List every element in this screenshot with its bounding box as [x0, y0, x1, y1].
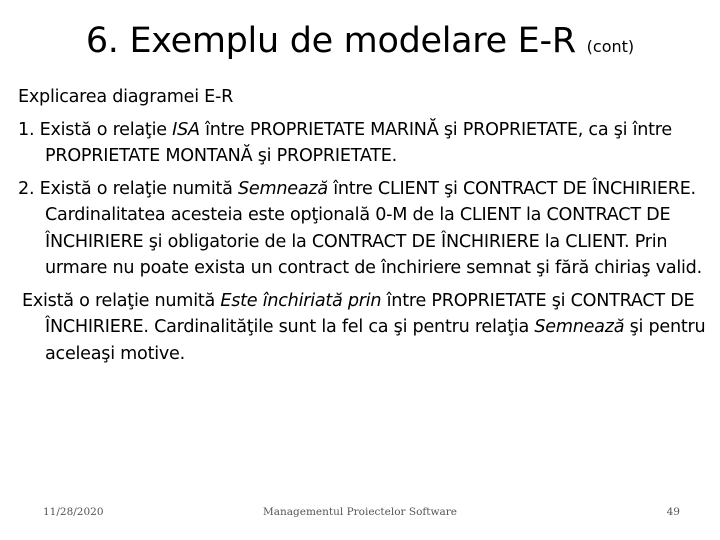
- paragraph-1: [18, 117, 708, 170]
- paragraph-1-italic-a: ISA: [172, 119, 200, 140]
- paragraph-3-text-b: între PROPRIETATE şi CONTRACT DE ÎNCHIRIERE. Cardinalităţile sunt la fel ca şi pentru relaţia: [45, 290, 695, 337]
- paragraph-3-text-a: Există o relaţie numită: [22, 290, 221, 311]
- paragraph-3-text-c: şi pentru aceleaşi motive.: [45, 317, 706, 364]
- paragraph-2-italic-a: Semnează: [237, 178, 328, 199]
- paragraph-3-italic-a: Este închiriată prin: [220, 290, 382, 311]
- paragraph-2-text-b: între CLIENT şi CONTRACT DE ÎNCHIRIERE. Cardinalitatea acesteia este opţională 0-M de la CLIENT la CONTRACT DE ÎNCHIRIERE şi obligatorie de la CONTRACT DE ÎNCHIRIERE la CLIENT. Prin urmare nu poate exista un contract de închiriere semnat şi fără chiriaş valid.: [45, 178, 702, 278]
- paragraph-3: [18, 288, 708, 368]
- body-heading: Explicarea diagramei E-R: [18, 87, 234, 107]
- paragraph-1-text-b: între PROPRIETATE MARINĂ şi PROPRIETATE, ca şi între PROPRIETATE MONTANĂ şi PROPRIETATE.: [45, 119, 672, 166]
- slide-title-main: 6. Exemplu de modelare E-R: [85, 21, 576, 61]
- slide-title-suffix: (cont): [586, 37, 635, 56]
- footer-course-title: Managementul Proiectelor Software: [262, 506, 457, 518]
- paragraph-2: [18, 176, 708, 282]
- paragraph-3-italic-b: Semnează: [534, 317, 625, 337]
- slide-title: [0, 18, 720, 70]
- paragraph-2-text-a: 2. Există o relaţie numită: [18, 178, 238, 199]
- slide-body: [18, 84, 708, 373]
- paragraph-1-text-a: 1. Există o relaţie: [18, 119, 173, 140]
- footer-date: 11/28/2020: [43, 506, 104, 518]
- footer-page-number: 49: [666, 506, 680, 518]
